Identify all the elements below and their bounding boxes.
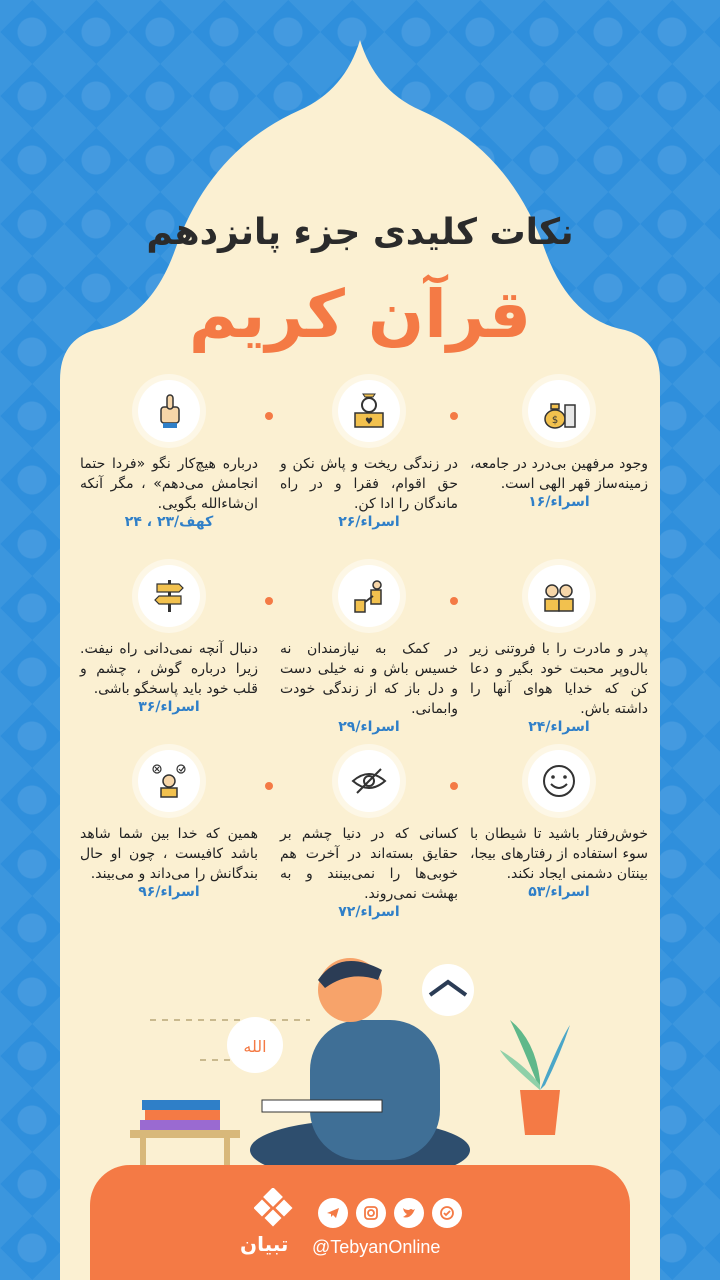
tip-text: خوش‌رفتار باشید تا شیطان با سوء استفاده از رفتارهای بیجا، بینتان دشمنی ایجاد نکند. (470, 826, 648, 882)
divider-dot (450, 597, 458, 605)
eye-slash-icon (338, 750, 400, 812)
tip-card (80, 565, 258, 715)
svg-text:♥: ♥ (364, 417, 374, 427)
tip-reference: اسراء/۲۶ (338, 514, 400, 530)
tip-reference: اسراء/۹۶ (138, 884, 200, 900)
tip-card (280, 750, 458, 920)
telegram-icon[interactable] (318, 1198, 348, 1228)
tip-card (80, 750, 258, 900)
divider-dot (265, 597, 273, 605)
tip-text: کسانی که در دنیا چشم بر حقایق بسته‌اند در آخرت هم خوبی‌ها را نمی‌بینند و به بهشت نمی‌روند. (280, 826, 458, 902)
divider-dot (450, 412, 458, 420)
tip-text: همین که خدا بین شما شاهد باشد کافیست ، چون او حال بندگانش را می‌داند و می‌بیند. (80, 826, 258, 882)
tip-card (80, 380, 258, 530)
smile-icon (528, 750, 590, 812)
money-bags-icon (528, 380, 590, 442)
book-stand-badge (422, 964, 474, 1016)
tip-card (470, 750, 648, 900)
tip-text: در زندگی ریخت و پاش نکن و حق اقوام، فقرا و در راه ماندگان را ادا کن. (280, 456, 458, 512)
tip-text: درباره هیچ‌کار نگو «فردا حتما انجامش می‌دهم» ، مگر آنکه ان‌شاءالله بگویی. (80, 456, 258, 512)
tips-grid (70, 380, 650, 935)
page-title: نکات کلیدی جزء پانزدهم (146, 212, 574, 253)
tip-text: در کمک به نیازمندان نه خسیس باش و نه خیلی دست و دل باز که از زندگی خودت وابمانی. (280, 641, 458, 717)
soroush-icon[interactable] (432, 1198, 462, 1228)
divider-dot (265, 782, 273, 790)
books-stack (130, 1100, 240, 1168)
brand-name: تبیان (240, 1232, 289, 1256)
twitter-icon[interactable] (394, 1198, 424, 1228)
signpost-icon (138, 565, 200, 627)
tip-card (280, 380, 458, 530)
tip-card (470, 565, 648, 735)
page-subtitle: قرآن کریم (188, 276, 532, 353)
divider-dot (265, 412, 273, 420)
tip-text: وجود مرفهین بی‌درد در جامعه، زمینه‌ساز قهر الهی است. (470, 456, 648, 492)
potted-plant (500, 1020, 570, 1135)
tip-reference: اسراء/۲۹ (338, 719, 400, 735)
tips-row (70, 565, 650, 750)
tip-text: دنبال آنچه نمی‌دانی راه نیفت. زیرا درباره گوش ، چشم و قلب خود باید پاسخگو باشی. (80, 641, 258, 697)
tip-card (470, 380, 648, 510)
social-handle[interactable]: @TebyanOnline (312, 1237, 441, 1257)
tip-reference: اسراء/۵۳ (528, 884, 590, 900)
tip-card (280, 565, 458, 735)
parents-icon (528, 565, 590, 627)
tip-reference: اسراء/۳۶ (138, 699, 200, 715)
diamond-ring-icon (338, 380, 400, 442)
svg-text:الله: الله (243, 1037, 267, 1056)
tip-reference: اسراء/۲۴ (528, 719, 590, 735)
tip-reference: اسراء/۱۶ (528, 494, 590, 510)
svg-text:$: $ (551, 415, 559, 426)
helping-hand-icon (338, 565, 400, 627)
tip-reference: کهف/۲۳ ، ۲۴ (124, 514, 214, 530)
tebyan-logo (254, 1188, 294, 1232)
person-check-icon (138, 750, 200, 812)
divider-dot (450, 782, 458, 790)
tip-text: پدر و مادرت را با فروتنی زیر بال‌و‌پر محبت خود بگیر و دعا کن که خدایا هوای آنها را داشته باش. (470, 641, 648, 717)
tip-reference: اسراء/۷۲ (338, 904, 400, 920)
allah-badge (227, 1017, 283, 1073)
tips-row (70, 380, 650, 565)
tips-row (70, 750, 650, 935)
instagram-icon[interactable] (356, 1198, 386, 1228)
hand-raise-icon (138, 380, 200, 442)
